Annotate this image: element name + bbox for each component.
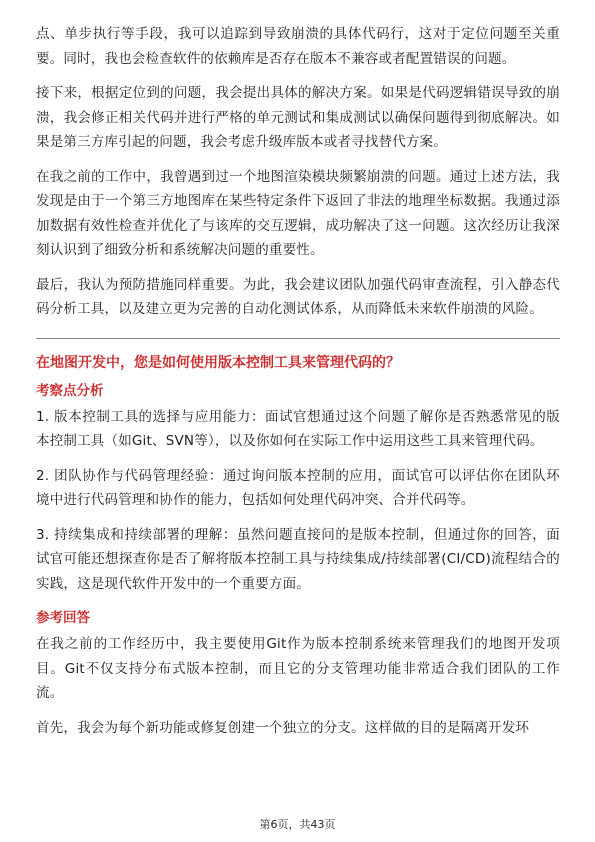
analysis-heading: 考察点分析 (36, 382, 104, 399)
analysis-point-3: 3. 持续集成和持续部署的理解：虽然问题直接问的是版本控制，但通过你的回答，面试官可能还想探查你是否了解将版本控制工具与持续集成/持续部署(CI/CD)流程结合的实践，这是现代软件开发中的一个重要方面。 (36, 526, 560, 592)
document-content (36, 22, 560, 750)
analysis-point-1: 1. 版本控制工具的选择与应用能力：面试官想通过这个问题了解你是否熟悉常见的版本控制工具（如Git、SVN等），以及你如何在实际工作中运用这些工具来管理代码。 (36, 408, 560, 449)
answer-heading: 参考回答 (36, 610, 90, 626)
page-footer: 第6页，共43页 (259, 818, 336, 831)
question-heading: 在地图开发中，您是如何使用版本控制工具来管理代码的？ (36, 354, 400, 371)
section-divider (36, 338, 560, 339)
intro-paragraph-1: 点、单步执行等手段，我可以追踪到导致崩溃的具体代码行，这对于定位问题至关重要。同时，我也会检查软件的依赖库是否存在版本不兼容或者配置错误的问题。 (36, 26, 560, 67)
answer-paragraph-1: 在我之前的工作经历中，我主要使用Git作为版本控制系统来管理我们的地图开发项目。Git不仅支持分布式版本控制，而且它的分支管理功能非常适合我们团队的工作流。 (36, 636, 560, 701)
analysis-point-2: 2. 团队协作与代码管理经验：通过询问版本控制的应用，面试官可以评估你在团队环境中进行代码管理和协作的能力，包括如何处理代码冲突、合并代码等。 (36, 467, 560, 508)
intro-paragraph-4: 最后，我认为预防措施同样重要。为此，我会建议团队加强代码审查流程，引入静态代码分析工具，以及建立更为完善的自动化测试体系，从而降低未来软件崩溃的风险。 (36, 276, 560, 317)
answer-paragraph-2: 首先，我会为每个新功能或修复创建一个独立的分支。这样做的目的是隔离开发环 (36, 719, 530, 736)
intro-paragraph-2: 接下来，根据定位到的问题，我会提出具体的解决方案。如果是代码逻辑错误导致的崩溃，我会修正相关代码并进行严格的单元测试和集成测试以确保问题得到彻底解决。如果是第三方库引起的问题，我会考虑升级库版本或者寻找替代方案。 (36, 85, 560, 150)
intro-paragraph-3: 在我之前的工作中，我曾遇到过一个地图渲染模块频繁崩溃的问题。通过上述方法，我发现是由于一个第三方地图库在某些特定条件下返回了非法的地理坐标数据。我通过添加数据有效性检查并优化了与该库的交互逻辑，成功解决了这一问题。这次经历让我深刻认识到了细致分析和系统解决问题的重要性。 (36, 168, 560, 258)
